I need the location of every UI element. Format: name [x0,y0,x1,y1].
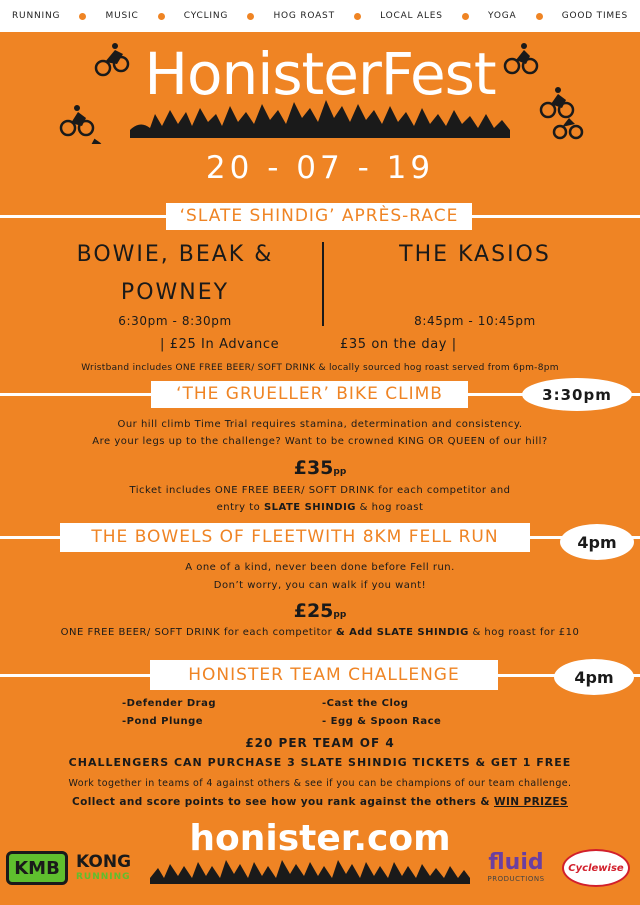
nav-item-cycling: CYCLING [183,11,229,21]
team-challenge-time-badge: 4pm [554,659,634,695]
nav-dot-icon [158,13,165,20]
nav-dot-icon [354,13,361,20]
festival-title: HonisterFest [144,40,496,108]
fell-run-description-1: A one of a kind, never been done before Fell run. [185,562,455,573]
runners-silhouette-icon [150,858,470,884]
cyclewise-logo-text: Cyclewise [568,862,624,874]
ticket-text: & hog roast [356,502,424,513]
prizes-text: Collect and score points to see how you rank against the others & [72,796,494,808]
act1-time: 6:30pm - 8:30pm [118,314,232,328]
kmb-logo-text: KMB [14,857,60,879]
act1-name-line1: BOWIE, BEAK & [76,242,274,267]
act2-time: 8:45pm - 10:45pm [414,314,536,328]
team-challenge-band-title: HONISTER TEAM CHALLENGE [150,660,498,690]
team-description: Work together in teams of 4 against others & see if you can be champions of our team challenge. [68,778,572,789]
act1-name-line2: POWNEY [120,280,230,305]
bike-climb-time-badge: 3:30pm [522,378,632,411]
kong-logo-text: KONG [76,852,132,872]
acts-divider [322,242,324,326]
team-prizes [0,796,640,808]
win-prizes-link: WIN PRIZES [494,796,568,808]
event-defender-drag: -Defender Drag [122,698,216,709]
bike-climb-price-unit: pp [333,467,347,477]
event-egg-spoon-race: - Egg & Spoon Race [322,716,442,727]
nav-item-yoga: YOGA [488,11,517,21]
running-logo-text: RUNNING [76,872,131,882]
offer-text: ONE FREE BEER/ SOFT DRINK for each competitor [60,627,336,638]
bike-climb-description-1: Our hill climb Time Trial requires stamina, determination and consistency. [117,419,523,430]
team-price: £20 PER TEAM OF 4 [245,736,395,750]
shindig-band-title: ‘SLATE SHINDIG’ APRÈS-RACE [166,203,472,230]
crowd-silhouette-icon [130,100,510,138]
fell-run-time-badge: 4pm [560,524,634,560]
bike-climb-description-2: Are your legs up to the challenge? Want to be crowned KING OR QUEEN of our hill? [92,436,548,447]
kmb-logo [6,851,68,885]
kong-running-logo [76,852,150,882]
offer-text: & hog roast for £10 [468,627,580,638]
offer-text-bold: & Add [335,627,377,638]
top-nav-bar [0,0,640,32]
bike-climb-ticket-line2 [0,502,640,513]
nav-item-music: MUSIC [105,11,139,21]
ticket-shindig-emphasis: SLATE SHINDIG [263,502,356,513]
nav-item-running: RUNNING [12,11,61,21]
fell-run-price-amount: £25 [293,600,334,622]
nav-dot-icon [462,13,469,20]
nav-dot-icon [79,13,86,20]
cyclewise-logo [562,849,630,887]
fell-run-description-2: Don’t worry, you can walk if you want! [213,580,427,591]
bike-climb-band-title: ‘THE GRUELLER’ BIKE CLIMB [151,381,468,408]
bike-climb-price [0,457,640,479]
fluid-productions-logo [484,850,548,883]
wristband-note: Wristband includes ONE FREE BEER/ SOFT DRINK & locally sourced hog roast served from 6pm-8pm [81,363,559,373]
bike-climb-price-amount: £35 [293,457,334,479]
nav-item-good-times: GOOD TIMES [561,11,628,21]
nav-item-local-ales: LOCAL ALES [380,11,443,21]
fluid-logo-text: fluid [488,850,544,875]
nav-dot-icon [247,13,254,20]
nav-item-hog-roast: HOG ROAST [273,11,335,21]
event-cast-the-clog: -Cast the Clog [322,698,409,709]
offer-shindig-emphasis: SLATE SHINDIG [376,627,469,638]
productions-logo-text: PRODUCTIONS [487,875,545,883]
fell-run-offer [0,627,640,638]
nav-dot-icon [536,13,543,20]
fell-run-price-unit: pp [333,610,347,620]
fell-run-band-title: THE BOWELS OF FLEETWITH 8KM FELL RUN [60,523,530,552]
price-on-the-day: £35 on the day | [340,337,457,352]
event-date: 20 - 07 - 19 [205,150,435,186]
event-pond-plunge: -Pond Plunge [122,716,204,727]
bike-climb-ticket-line1: Ticket includes ONE FREE BEER/ SOFT DRINK for each competitor and [129,485,511,496]
price-advance: | £25 In Advance [160,337,280,352]
website-url: honister.com [189,818,451,859]
ticket-text: entry to [216,502,264,513]
act2-name: THE KASIOS [399,242,551,267]
fell-run-price [0,600,640,622]
team-offer: CHALLENGERS CAN PURCHASE 3 SLATE SHINDIG TICKETS & GET 1 FREE [68,756,572,769]
